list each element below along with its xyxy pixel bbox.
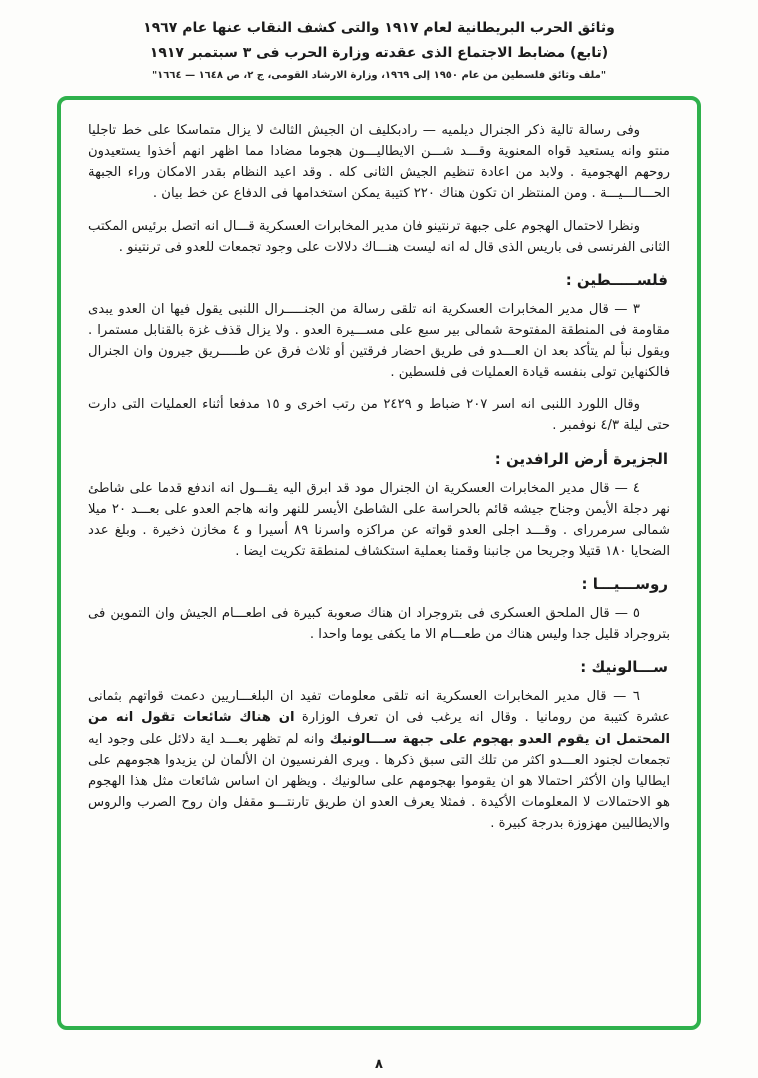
palestine-paragraph-1: ٣ — قال مدير المخابرات العسكرية انه تلقى رسالة من الجنـــــرال اللنبى يقول فيها ان العدو يبدى مقاومة فى المنطقة المفتوحة شمالى بير سبع على مســـيرة العدو . ولا يزال قذف غزة بالقنابل مستمرا . ويقول نبأ لم يتأكد بعد ان العـــدو فى طريق احضار فرقتين أو ثلاث فرق عن طـــــريق جيرون وان الجنرال فالكنهاين تولى بنفسه قيادة العمليات فى فلسطين . <box>88 301 670 381</box>
salonika-paragraph-1 <box>88 686 670 834</box>
header-title: وثائق الحرب البريطانية لعام ١٩١٧ والتى كشف النقاب عنها عام ١٩٦٧ <box>143 20 615 36</box>
salonika-text-before: ٦ — قال مدير المخابرات العسكرية انه تلقى معلومات تفيد ان البلغـــاريين دعمت قواتهم بثمانى عشرة كتيبة من رومانيا . وقال انه يرغب فى ان تعرف الوزارة <box>88 689 670 726</box>
section-heading-russia: روســـيـــا : <box>581 575 668 593</box>
salonika-text-after: وانه لم تظهر بعـــد اية دلائل على وجود ايه تجمعات لجنود العـــدو اكثر من تلك التى سبق ذكرها . ويرى الفرنسيون ان الألمان لن يزيدوا هجومهم على ايطاليا وان الأكثر احتمالا هو ان يقوموا بهجومهم على سالونيك . ويظهر ان اساس شائعات مثل هذا الهجوم هو الاحتمالات لا المعلومات الأكيدة . فمثلا يعرف العدو ان طريق تارنتـــو مقفل وان روح الصرب والروس والايطاليين مهزوزة بدرجة كبيرة . <box>88 731 670 831</box>
page-footer <box>0 1057 758 1072</box>
intro-paragraph-2: ونظرا لاحتمال الهجوم على جبهة ترنتينو فان مدير المخابرات العسكرية قـــال انه اتصل برئيس المكتب الثانى الفرنسى فى باريس الذى قال له انه ليست هنـــاك دلالات على وجود تجمعات للعدو فى ترنتينو . <box>88 218 670 255</box>
page-number: ٨ <box>375 1057 383 1072</box>
intro-paragraph-1: وفى رسالة تالية ذكر الجنرال ديلميه — رادبكليف ان الجيش الثالث لا يزال متماسكا على خط تاجليا منتو وانه يستعيد قواه المعنوية وقـــد شـــن الايطاليـــون هجوما مضادا مما اظهر انهم أخذوا يستعيدون روحهم الهجومية . ولابد من اعادة تنظيم الجيش الثانى كله . وقد اعيد النظام بقدر الامكان وراء الجبهة الحـــالـــيـــة . ومن المنتظر ان تكون هناك ٢٢٠ كتيبة يمكن استخدامها فى الدفاع عن خط بيان . <box>88 123 670 202</box>
mesopotamia-paragraph-1: ٤ — قال مدير المخابرات العسكرية ان الجنرال مود قد ابرق اليه يقـــول انه اندفع قدما على شاطئ نهر دجلة الأيمن وجناح جيشه قائم بالحراسة على الشاطئ الأيسر للنهر وانه هاجم العدو على بعـــد ٢٠ ميلا شمالى سرمرراى . وقـــد اجلى العدو قواته عن مراكزه واسرنا ٨٩ أسيرا و ٤ مخازن ذخيرة . وبلغ عدد الضحايا ١٨٠ قتيلا وجريحا من جانبنا وقمنا بعملية استكشاف لمنطقة تكريت ايضا . <box>88 480 670 559</box>
section-heading-salonika: ســـالونيك : <box>580 658 668 677</box>
salonika-text-bold: ان هناك شائعات تقول انه من المحتمل ان يقوم العدو بهجوم على جبهة ســـالونيك <box>88 710 670 747</box>
section-heading-mesopotamia: الجزيرة أرض الرافدين : <box>494 449 668 468</box>
green-frame <box>57 96 701 1030</box>
header-subtitle: (تابع) مضابط الاجتماع الذى عقدته وزارة الحرب فى ٣ سبتمبر ١٩١٧ <box>149 45 609 61</box>
header-source-citation: "ملف وثائق فلسطين من عام ١٩٥٠ إلى ١٩٦٩، وزارة الارشاد القومى، ج ٢، ص ١٦٤٨ — ١٦٦٤" <box>151 70 607 81</box>
palestine-paragraph-2: وقال اللورد اللنبى انه اسر ٢٠٧ ضباط و ٢٤٢٩ من رتب اخرى و ١٥ مدفعا أثناء العمليات التى دارت حتى ليلة ٤/٣ نوفمبر . <box>88 397 670 434</box>
document-header <box>0 0 758 81</box>
section-heading-palestine: فلســـــطين : <box>565 270 668 289</box>
russia-paragraph-1: ٥ — قال الملحق العسكرى فى بتروجراد ان هناك صعوبة كبيرة فى اطعـــام الجيش وان التموين فى بتروجراد قليل جدا وليس هناك من طعـــام الا ما يكفى يوما واحدا . <box>88 606 670 643</box>
